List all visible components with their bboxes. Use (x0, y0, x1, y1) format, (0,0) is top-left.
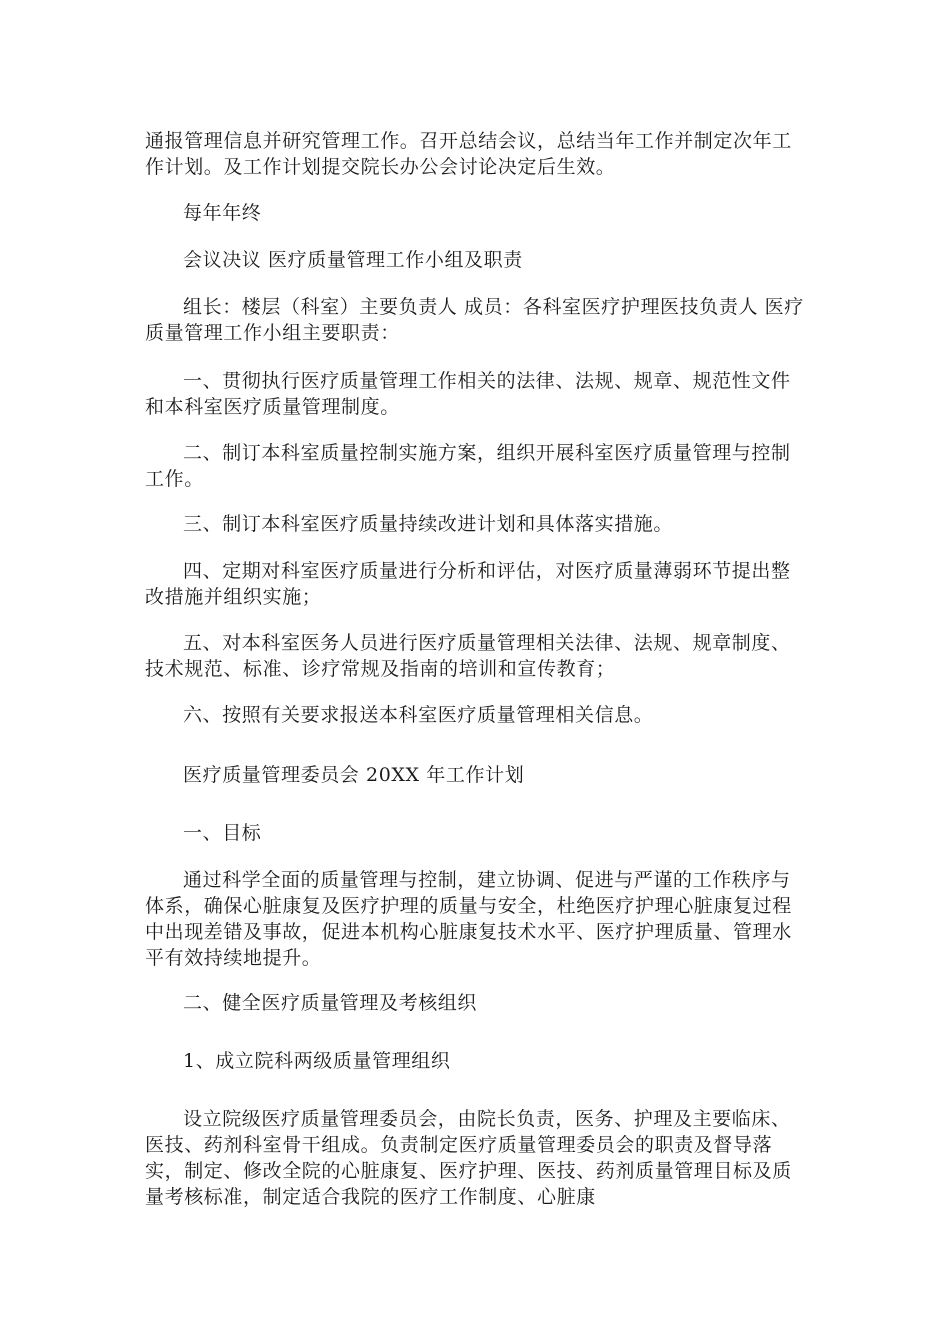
paragraph-group-members: 组长：楼层（科室）主要负责人 成员：各科室医疗护理医技负责人 医疗质量管理工作小组主要职责： (145, 296, 804, 344)
paragraph-duty-1: 一、贯彻执行医疗质量管理工作相关的法律、法规、规章、规范性文件和本科室医疗质量管理制度。 (145, 370, 791, 418)
paragraph-committee-body: 设立院级医疗质量管理委员会，由院长负责，医务、护理及主要临床、医技、药剂科室骨干组成。负责制定医疗质量管理委员会的职责及督导落实，制定、修改全院的心脏康复、医疗护理、医技、药剂质量管理目标及质量考核标准，制定适合我院的医疗工作制度、心脏康 (145, 1108, 792, 1208)
paragraph-section-organization: 二、健全医疗质量管理及考核组织 (183, 992, 478, 1014)
paragraph-duty-2: 二、制订本科室质量控制实施方案，组织开展科室医疗质量管理与控制工作。 (145, 442, 791, 490)
paragraph-goal-body: 通过科学全面的质量管理与控制，建立协调、促进与严谨的工作秩序与体系，确保心脏康复及医疗护理的质量与安全，杜绝医疗护理心脏康复过程中出现差错及事故，促进本机构心脏康复技术水平、医疗护理质量、管理水平有效持续地提升。 (145, 869, 792, 969)
paragraph-duty-3: 三、制订本科室医疗质量持续改进计划和具体落实措施。 (183, 513, 674, 535)
paragraph-year-end: 每年年终 (183, 202, 262, 224)
paragraph-plan-title: 医疗质量管理委员会 20XX 年工作计划 (183, 764, 525, 786)
paragraph-meeting-resolution: 会议决议 医疗质量管理工作小组及职责 (183, 249, 523, 271)
paragraph-subsection-1: 1、成立院科两级质量管理组织 (183, 1050, 451, 1072)
paragraph-duty-5: 五、对本科室医务人员进行医疗质量管理相关法律、法规、规章制度、技术规范、标准、诊疗常规及指南的培训和宣传教育； (145, 632, 791, 680)
paragraph-duty-4: 四、定期对科室医疗质量进行分析和评估，对医疗质量薄弱环节提出整改措施并组织实施； (145, 560, 791, 608)
paragraph-section-goal: 一、目标 (183, 822, 262, 844)
paragraph-duty-6: 六、按照有关要求报送本科室医疗质量管理相关信息。 (183, 704, 654, 726)
paragraph-continuation: 通报管理信息并研究管理工作。召开总结会议，总结当年工作并制定次年工作计划。及工作计划提交院长办公会讨论决定后生效。 (145, 130, 792, 178)
